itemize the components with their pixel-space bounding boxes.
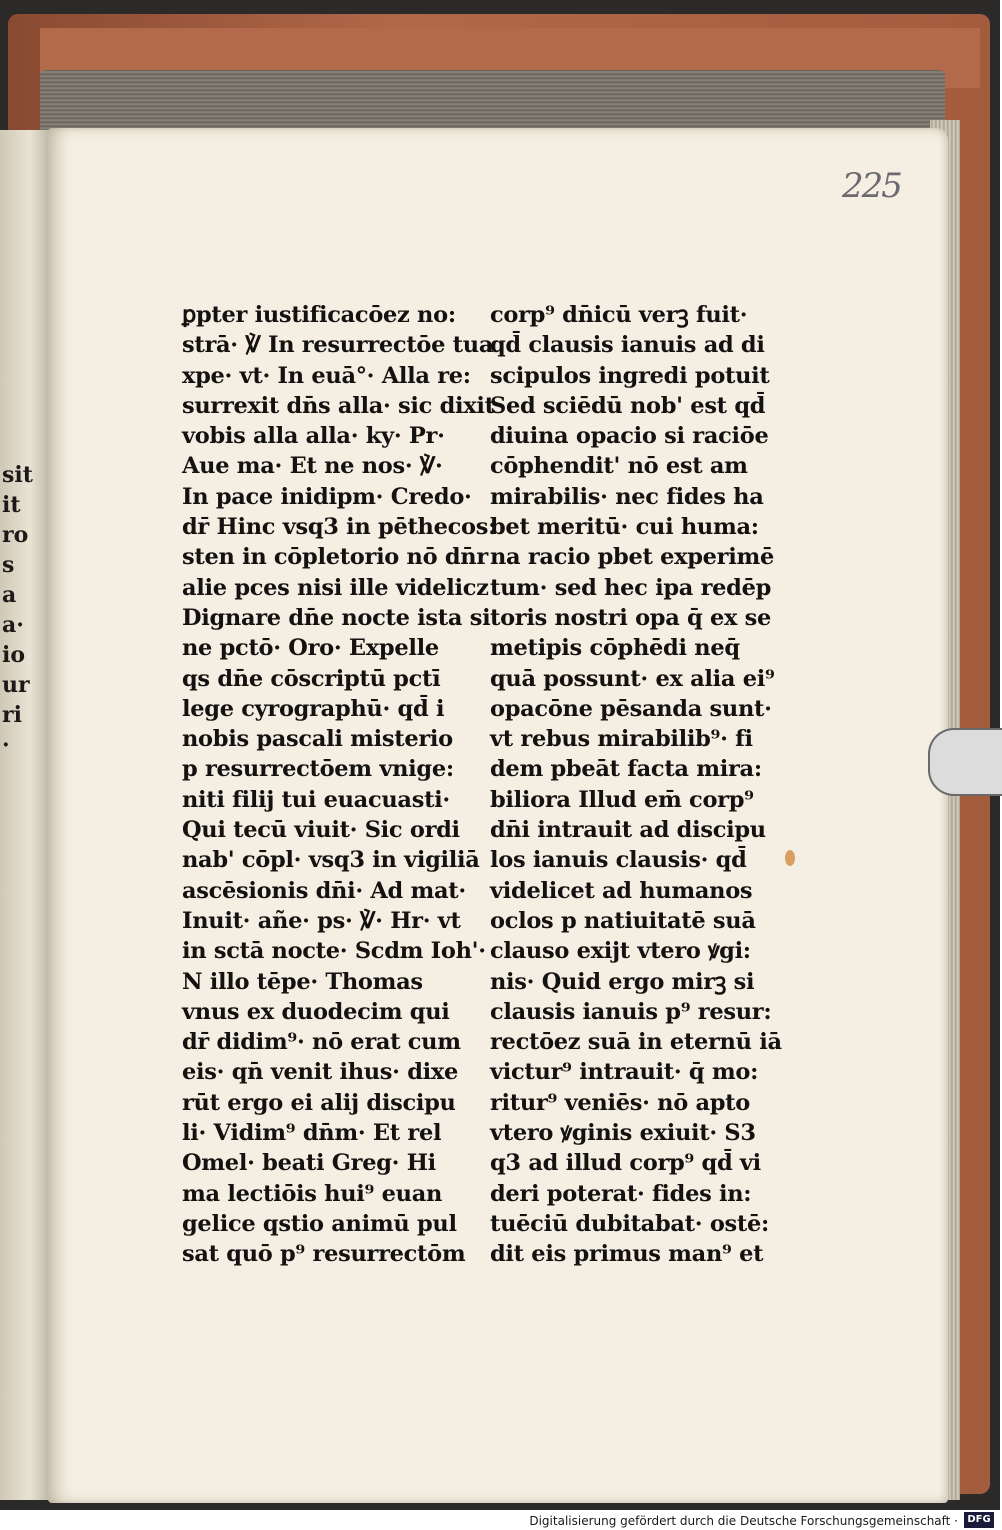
text-line: metipis cōphēdi neq̄ xyxy=(490,635,740,662)
text-line: dr̄ Hinc vsq3 in pēthecos: xyxy=(182,514,497,541)
text-line: strā· ℣ In resurrectōe tua xyxy=(182,332,494,359)
text-line: nis· Quid ergo mirꝫ si xyxy=(490,968,755,995)
text-line: ne pctō· Oro· Expelle xyxy=(182,635,439,662)
dfg-logo: DFG xyxy=(964,1512,994,1528)
bookmark-tab[interactable] xyxy=(928,728,1002,796)
text-line: p resurrectōem vnige: xyxy=(182,756,454,783)
text-line: q3 ad illud corp⁹ qd̄ vi xyxy=(490,1150,761,1177)
text-line: in sctā nocte· Scdm Ioh'· xyxy=(182,938,486,965)
text-line: ascēsionis dn̄i· Ad mat· xyxy=(182,877,466,904)
left-page-edge xyxy=(0,130,50,1500)
text-line: clauso exijt vtero ꝟgi: xyxy=(490,938,751,965)
text-line: Inuit· añe· ps· ℣· Hr· vt xyxy=(182,907,461,934)
text-line: Aue ma· Et ne nos· ℣· xyxy=(182,453,443,480)
text-line: rectōez suā in eternū iā xyxy=(490,1029,782,1056)
text-line: opacōne pēsanda sunt· xyxy=(490,695,772,722)
text-line: sten in cōpletorio nō dn̄r xyxy=(182,544,488,571)
text-line: ꝑpter iustificacōez no: xyxy=(182,302,456,328)
text-line: biliora Illud em̄ corp⁹ xyxy=(490,786,754,813)
text-line: niti filij tui euacuasti· xyxy=(182,786,450,813)
text-line: vnus ex duodecim qui xyxy=(182,998,450,1025)
text-line: dn̄i intrauit ad discipu xyxy=(490,817,766,844)
left-page-fragment: io xyxy=(2,642,26,668)
text-line: tuēciū dubitabat· ostē: xyxy=(490,1210,770,1237)
text-line: eis· qn̄ venit ihus· dixe xyxy=(182,1059,459,1086)
left-page-fragment: a xyxy=(2,582,17,608)
left-page-fragment: s xyxy=(2,552,15,578)
left-page-fragment: a· xyxy=(2,612,24,638)
page-edges-top xyxy=(40,70,945,134)
text-line: mirabilis· nec fides ha xyxy=(490,483,764,510)
text-line: deri poterat· fides in: xyxy=(490,1180,752,1207)
text-line: vt rebus mirabilib⁹· fi xyxy=(490,726,753,753)
text-line: los ianuis clausis· qd̄ xyxy=(490,847,747,874)
left-page-fragment: ur xyxy=(2,672,30,698)
text-line: li· Vidim⁹ dn̄m· Et rel xyxy=(182,1120,442,1147)
left-page-fragment: · xyxy=(2,732,10,758)
text-line: ritur⁹ veniēs· nō apto xyxy=(490,1089,750,1116)
text-line: quā possunt· ex alia ei⁹ xyxy=(490,665,775,692)
left-page-fragment: sit xyxy=(2,462,33,488)
text-line: tum· sed hec ipa redēp xyxy=(490,574,772,601)
left-page-fragment: ro xyxy=(2,522,29,548)
text-line: dem pbeāt facta mira: xyxy=(490,756,762,783)
text-line: diuina opacio si raciōe xyxy=(490,423,769,450)
text-line: scipulos ingredi potuit xyxy=(490,362,770,389)
left-page-fragment: it xyxy=(2,492,21,518)
text-line: na racio pbet experimē xyxy=(490,544,774,571)
left-page-fragment: ri xyxy=(2,702,22,728)
folio-number: 225 xyxy=(842,166,901,206)
funding-credit: Digitalisierung gefördert durch die Deutsche Forschungsgemeinschaft · xyxy=(529,1514,958,1528)
text-line: Qui tecū viuit· Sic ordi xyxy=(182,817,460,844)
text-line: cōphendit' nō est am xyxy=(490,453,748,480)
text-line: alie pces nisi ille videlicz xyxy=(182,574,489,601)
text-line: In pace inidipm· Credo· xyxy=(182,483,472,510)
text-line: lege cyrographū· qd̄ i xyxy=(182,695,445,722)
text-line: vobis alla alla· ky· Pr· xyxy=(182,423,445,450)
text-line: qd̄ clausis ianuis ad di xyxy=(490,332,765,359)
text-line: dit eis primus man⁹ et xyxy=(490,1241,764,1268)
text-line: nobis pascali misterio xyxy=(182,726,453,753)
text-column-right xyxy=(490,300,782,1270)
text-line: clausis ianuis p⁹ resur: xyxy=(490,998,772,1025)
text-line: videlicet ad humanos xyxy=(490,877,753,904)
text-line: nab' cōpl· vsq3 in vigiliā xyxy=(182,847,480,874)
text-line: vtero ꝟginis exiuit· S3 xyxy=(490,1120,756,1147)
text-line: N illo tēpe· Thomas xyxy=(182,968,423,995)
paper-stain xyxy=(785,850,795,866)
text-line: Dignare dn̄e nocte ista si xyxy=(182,604,491,631)
text-line: ma lectiōis hui⁹ euan xyxy=(182,1180,443,1207)
text-line: qs dn̄e cōscriptū pctī xyxy=(182,665,441,692)
left-page-text-fragments xyxy=(2,460,33,760)
text-line: gelice qstio animū pul xyxy=(182,1210,457,1237)
text-line: surrexit dn̄s alla· sic dixit xyxy=(182,392,495,419)
text-line: Omel· beati Greg· Hi xyxy=(182,1150,436,1177)
text-line: xpe· vt· In euā°· Alla re: xyxy=(182,362,471,389)
text-line: bet meritū· cui huma: xyxy=(490,514,759,541)
text-line: Sed sciēdū nob' est qd̄ xyxy=(490,392,766,419)
text-line: victur⁹ intrauit· q̄ mo: xyxy=(490,1059,759,1086)
text-column-left xyxy=(182,300,497,1270)
text-line: oclos p natiuitatē suā xyxy=(490,907,756,934)
text-line: sat quō p⁹ resurrectōm xyxy=(182,1241,466,1268)
text-line: corp⁹ dn̄icū verꝫ fuit· xyxy=(490,302,748,328)
text-line: toris nostri opa q̄ ex se xyxy=(490,604,772,631)
text-line: dr̄ didim⁹· nō erat cum xyxy=(182,1029,461,1056)
text-line: rūt ergo ei alij discipu xyxy=(182,1089,456,1116)
